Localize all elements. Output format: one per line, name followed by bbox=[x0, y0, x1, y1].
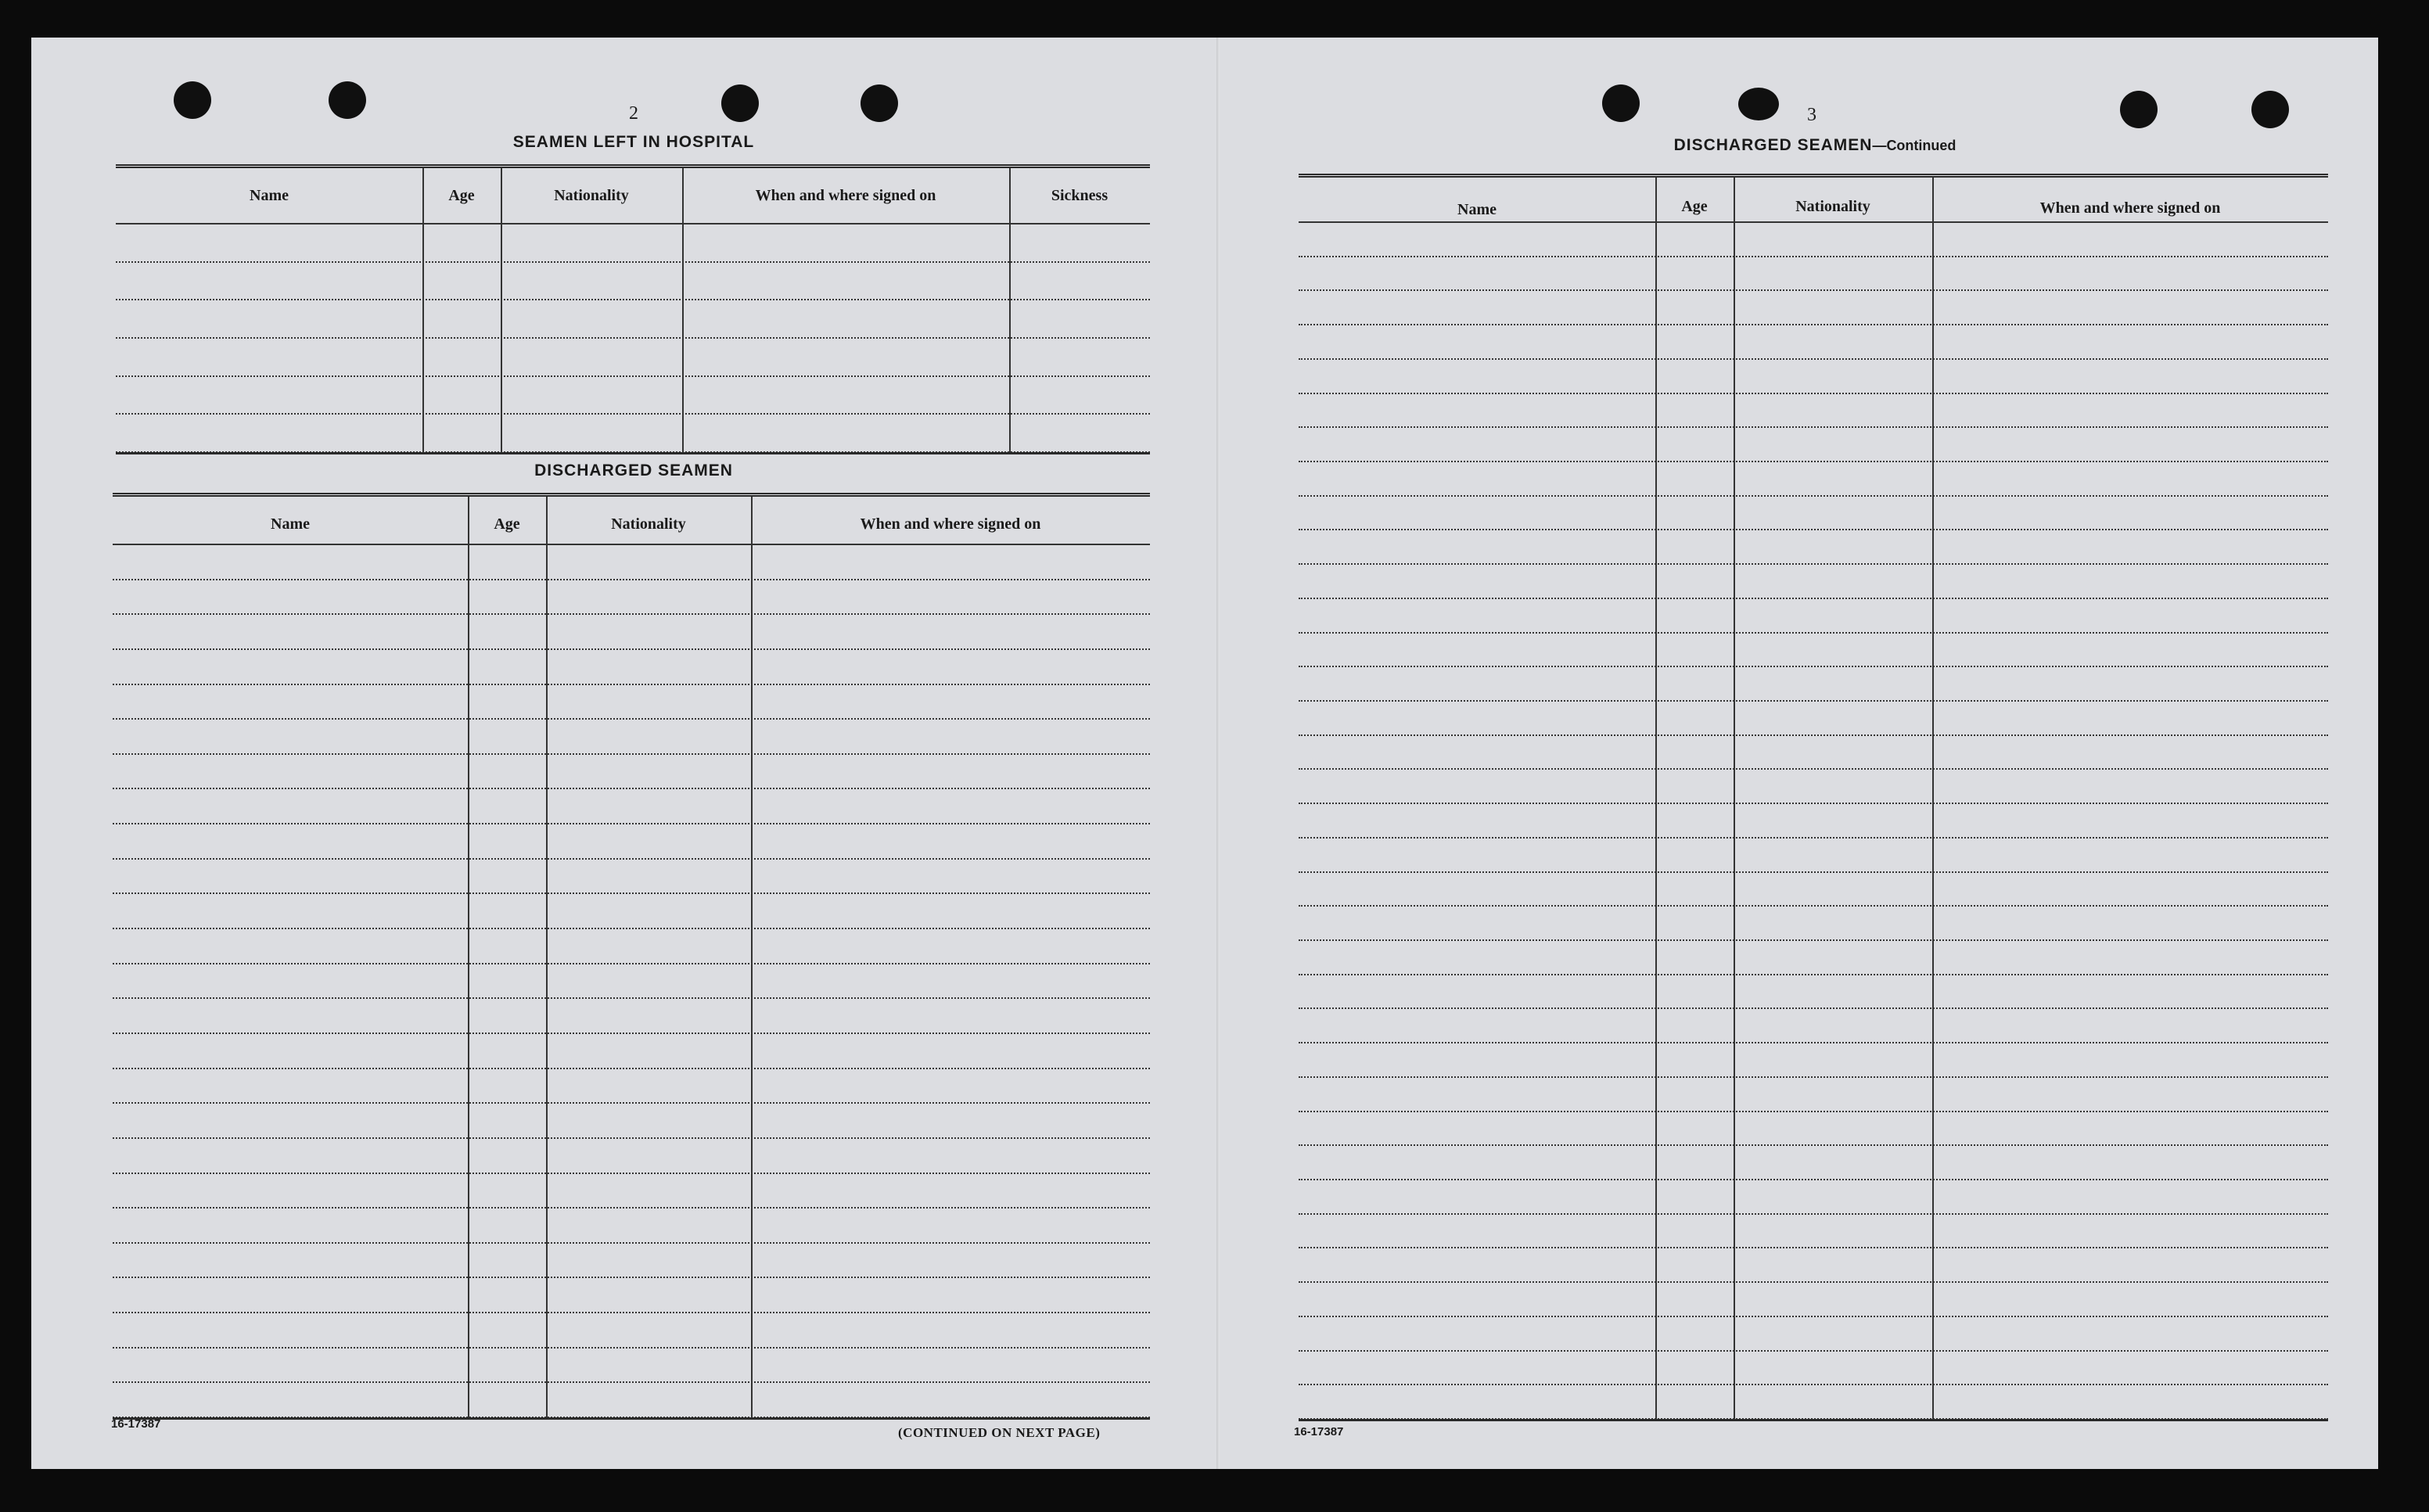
writing-line bbox=[1299, 358, 2328, 360]
writing-line bbox=[1299, 426, 2328, 428]
continued-note: (CONTINUED ON NEXT PAGE) bbox=[898, 1425, 1101, 1440]
bottom-rule bbox=[113, 1417, 1150, 1420]
punch-hole bbox=[329, 81, 366, 119]
punch-hole bbox=[1602, 84, 1640, 122]
writing-line bbox=[1299, 1350, 2328, 1352]
column-header-sickness: Sickness bbox=[1051, 187, 1109, 204]
writing-line bbox=[1299, 939, 2328, 941]
bottom-rule bbox=[1299, 1419, 2328, 1421]
writing-line bbox=[113, 1173, 1150, 1174]
writing-line bbox=[113, 613, 1150, 615]
discharged-section-title: DISCHARGED SEAMEN bbox=[534, 462, 733, 479]
section-title-suffix: —Continued bbox=[1872, 138, 1956, 153]
header-rule bbox=[116, 223, 1150, 224]
writing-line bbox=[1299, 289, 2328, 291]
writing-line bbox=[1299, 324, 2328, 325]
column-header-age: Age bbox=[494, 515, 520, 533]
writing-line bbox=[1299, 598, 2328, 599]
column-rule bbox=[1655, 178, 1657, 1421]
writing-line bbox=[113, 823, 1150, 824]
form-code: 16-17387 bbox=[111, 1417, 161, 1431]
page-fold bbox=[1216, 38, 1220, 1469]
writing-line bbox=[1299, 1042, 2328, 1043]
writing-line bbox=[116, 337, 1150, 339]
punch-hole bbox=[861, 84, 898, 122]
punch-hole bbox=[174, 81, 211, 119]
writing-line bbox=[1299, 393, 2328, 394]
discharged-continued-table bbox=[1299, 174, 2328, 1421]
writing-line bbox=[113, 1102, 1150, 1104]
writing-line bbox=[1299, 632, 2328, 634]
writing-line bbox=[113, 1068, 1150, 1069]
writing-line bbox=[113, 858, 1150, 860]
writing-line bbox=[1299, 1144, 2328, 1146]
column-rule bbox=[1932, 178, 1934, 1421]
writing-line bbox=[113, 648, 1150, 650]
column-header-nationality: Nationality bbox=[1795, 198, 1870, 215]
writing-line bbox=[1299, 871, 2328, 873]
writing-line bbox=[113, 1242, 1150, 1244]
writing-line bbox=[116, 261, 1150, 263]
column-rule bbox=[682, 168, 684, 454]
writing-line bbox=[1299, 1247, 2328, 1248]
column-rule bbox=[501, 168, 502, 454]
writing-line bbox=[113, 1033, 1150, 1034]
writing-line bbox=[1299, 1007, 2328, 1009]
column-header-signed-on: When and where signed on bbox=[2039, 199, 2221, 217]
column-header-nationality: Nationality bbox=[554, 187, 629, 204]
writing-line bbox=[1299, 461, 2328, 462]
writing-line bbox=[1299, 256, 2328, 257]
writing-line bbox=[113, 892, 1150, 894]
writing-line bbox=[1299, 1076, 2328, 1078]
writing-line bbox=[113, 1312, 1150, 1313]
column-header-signed-on: When and where signed on bbox=[860, 515, 1041, 533]
column-header-name: Name bbox=[250, 187, 289, 204]
writing-line bbox=[113, 1137, 1150, 1139]
column-header-age: Age bbox=[1681, 198, 1708, 215]
writing-line bbox=[1299, 1111, 2328, 1112]
writing-line bbox=[113, 1277, 1150, 1278]
writing-line bbox=[116, 299, 1150, 300]
column-header-name: Name bbox=[1457, 201, 1497, 218]
writing-line bbox=[1299, 1281, 2328, 1283]
discharged-table bbox=[113, 493, 1150, 1420]
writing-line bbox=[1299, 905, 2328, 907]
writing-line bbox=[113, 718, 1150, 720]
column-header-signed-on: When and where signed on bbox=[755, 187, 936, 204]
writing-line bbox=[1299, 495, 2328, 497]
writing-line bbox=[113, 1381, 1150, 1383]
column-rule bbox=[1009, 168, 1011, 454]
hospital-table bbox=[116, 164, 1150, 454]
column-header-nationality: Nationality bbox=[611, 515, 686, 533]
writing-line bbox=[116, 413, 1150, 415]
column-rule bbox=[751, 497, 753, 1420]
punch-hole bbox=[2251, 91, 2289, 128]
bottom-rule bbox=[116, 452, 1150, 454]
writing-line bbox=[1299, 734, 2328, 736]
column-rule bbox=[546, 497, 548, 1420]
writing-line bbox=[1299, 1213, 2328, 1215]
writing-line bbox=[1299, 700, 2328, 702]
column-rule bbox=[1734, 178, 1735, 1421]
writing-line bbox=[1299, 837, 2328, 839]
writing-line bbox=[1299, 768, 2328, 770]
form-code: 16-17387 bbox=[1294, 1425, 1344, 1438]
column-rule bbox=[422, 168, 424, 454]
writing-line bbox=[113, 963, 1150, 964]
discharged-continued-title bbox=[1565, 136, 2065, 155]
writing-line bbox=[113, 684, 1150, 685]
writing-line bbox=[113, 1347, 1150, 1349]
writing-line bbox=[113, 788, 1150, 789]
writing-line bbox=[113, 928, 1150, 929]
punch-hole bbox=[1738, 88, 1779, 120]
page-number: 3 bbox=[1807, 105, 1816, 125]
column-header-age: Age bbox=[448, 187, 475, 204]
writing-line bbox=[113, 579, 1150, 580]
writing-line bbox=[1299, 1179, 2328, 1180]
writing-line bbox=[1299, 1316, 2328, 1317]
writing-line bbox=[1299, 666, 2328, 667]
header-rule bbox=[1299, 221, 2328, 223]
page-number: 2 bbox=[629, 103, 638, 124]
writing-line bbox=[1299, 529, 2328, 530]
writing-line bbox=[1299, 803, 2328, 804]
punch-hole bbox=[2120, 91, 2158, 128]
header-rule bbox=[113, 544, 1150, 545]
writing-line bbox=[113, 753, 1150, 755]
writing-line bbox=[1299, 563, 2328, 565]
writing-line bbox=[1299, 1384, 2328, 1385]
writing-line bbox=[116, 375, 1150, 377]
section-title: DISCHARGED SEAMEN bbox=[1673, 136, 1873, 154]
column-rule bbox=[468, 497, 469, 1420]
punch-hole bbox=[721, 84, 759, 122]
writing-line bbox=[113, 997, 1150, 999]
writing-line bbox=[113, 1207, 1150, 1209]
hospital-section-title: SEAMEN LEFT IN HOSPITAL bbox=[512, 133, 755, 151]
writing-line bbox=[1299, 974, 2328, 975]
column-header-name: Name bbox=[271, 515, 310, 533]
